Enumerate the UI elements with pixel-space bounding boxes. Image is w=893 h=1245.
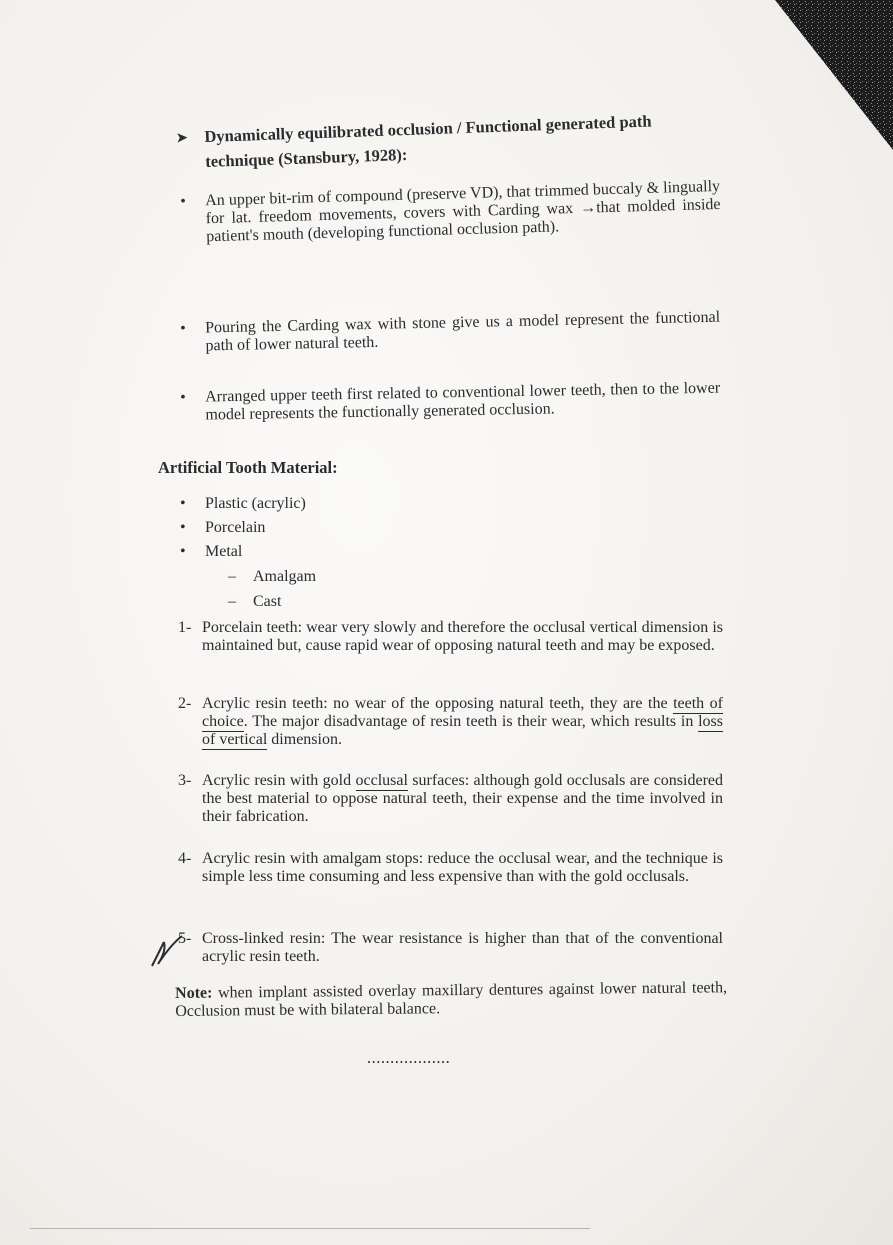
material-item (180, 519, 265, 537)
item-number: 2- (178, 695, 192, 712)
section-title: Artificial Tooth Material: (158, 458, 338, 477)
technique-point-text: Pouring the Carding wax with stone give us a model represent the functional path of lower natural teeth. (204, 308, 721, 355)
item-text (202, 695, 723, 749)
material-label: Porcelain (205, 519, 266, 536)
item-text-part: Acrylic resin with gold (202, 772, 356, 789)
underlined-phrase: occlusal (355, 772, 408, 789)
heading-text: Dynamically equilibrated occlusion / Functional generated path technique (Stansbury, 1928): (204, 111, 652, 171)
arrow-bullet-icon: ➤ (176, 129, 188, 145)
material-label: Metal (205, 543, 243, 560)
item-text-part: surfaces: although gold occlusals are considered the best material to oppose natural teeth, their expense and the time involved in their fabrication. (202, 772, 723, 825)
underlined-phrase: loss of vertical (202, 713, 723, 748)
page-edge-line (30, 1228, 590, 1229)
technique-point-1 (180, 178, 721, 247)
item-text (202, 772, 723, 826)
technique-point-text: An upper bit-rim of compound (preserve VD), that trimmed buccaly & lingually for lat. freedom movements, covers with Carding wax →that molded inside patient's mouth (developing functional occlusion path). (204, 177, 721, 246)
material-item (180, 495, 306, 513)
metal-subtype (228, 593, 281, 611)
underlined-phrase: teeth of choice (202, 695, 724, 730)
numbered-item-2 (178, 695, 723, 749)
item-number: 1- (178, 619, 192, 636)
numbered-item-5 (178, 930, 723, 966)
item-number: 5- (178, 930, 192, 947)
dash-icon: – (228, 568, 236, 585)
note-paragraph (175, 979, 727, 1021)
numbered-item-1 (178, 619, 723, 655)
item-number: 4- (178, 850, 192, 867)
numbered-item-3 (178, 772, 723, 826)
note-text: when implant assisted overlay maxillary dentures against lower natural teeth, Occlusion must be with bilateral balance. (175, 979, 728, 1020)
technique-point-3 (180, 380, 721, 425)
note-label: Note: (175, 984, 213, 1002)
material-item (180, 543, 242, 561)
technique-heading (176, 106, 725, 175)
end-of-section-dots: .................. (367, 1048, 451, 1067)
item-text: Porcelain teeth: wear very slowly and therefore the occlusal vertical dimension is maintained but, cause rapid wear of opposing natural teeth and may be exposed. (202, 619, 723, 654)
item-text-part: . The major disadvantage of resin teeth is their wear, which results in (243, 713, 699, 730)
item-text-part: dimension. (267, 731, 342, 748)
item-text: Cross-linked resin: The wear resistance is higher than that of the conventional acrylic resin teeth. (202, 930, 723, 965)
bullet-icon: • (180, 495, 186, 512)
bullet-icon: • (180, 519, 186, 536)
subtype-label: Cast (253, 593, 282, 610)
material-label: Plastic (acrylic) (205, 495, 306, 512)
technique-point-text: Arranged upper teeth first related to conventional lower teeth, then to the lower model represents the functionally generated occlusion. (204, 379, 721, 424)
numbered-item-4 (178, 850, 723, 886)
item-text: Acrylic resin with amalgam stops: reduce the occlusal wear, and the technique is simple less time consuming and less expensive than with the gold occlusals. (202, 850, 723, 885)
item-number: 3- (178, 772, 192, 789)
subtype-label: Amalgam (253, 568, 317, 585)
bullet-icon: • (180, 543, 186, 560)
metal-subtype (228, 568, 316, 586)
item-text-part: Acrylic resin teeth: no wear of the opposing natural teeth, they are the (202, 695, 674, 712)
technique-point-2 (180, 309, 721, 356)
bullet-icon: • (180, 388, 186, 406)
bullet-icon: • (180, 192, 187, 210)
bullet-icon: • (180, 319, 186, 337)
dash-icon: – (228, 593, 236, 610)
